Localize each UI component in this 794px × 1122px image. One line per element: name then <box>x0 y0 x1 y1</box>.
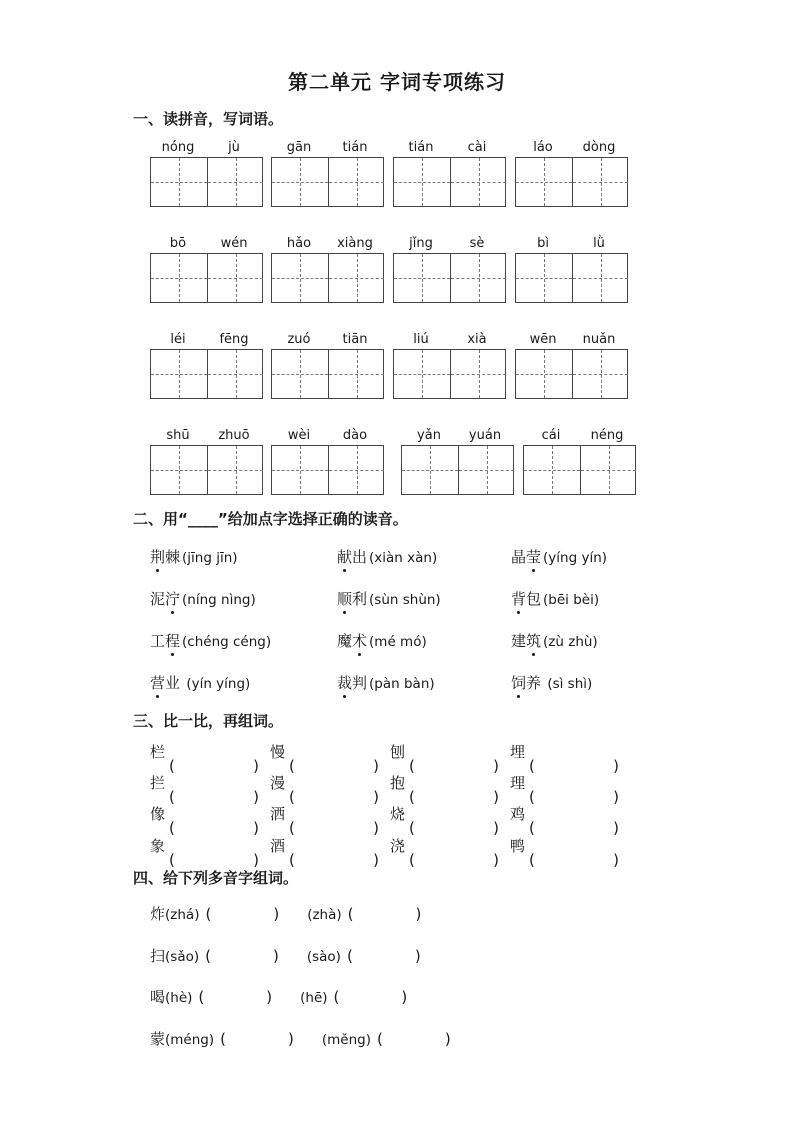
compare-item <box>510 772 620 806</box>
pinyin-options[interactable]: (bēi bèi) <box>543 592 600 608</box>
close-paren: ) <box>613 757 620 775</box>
guide-line-horizontal <box>516 182 572 183</box>
answer-blank-close[interactable]: ) <box>273 905 280 923</box>
pinyin-label: cái <box>541 428 561 443</box>
pinyin-label: zhuō <box>218 428 250 443</box>
tianzige-cell[interactable] <box>272 254 328 302</box>
pinyin-options[interactable]: (xiàn xàn) <box>369 550 438 566</box>
pronunciation-item <box>337 672 435 693</box>
close-paren: ) <box>493 757 500 775</box>
pinyin-reading: (sǎo) <box>165 949 200 965</box>
answer-blank-open[interactable]: ( <box>333 988 340 1006</box>
open-paren: ( <box>289 819 295 837</box>
compare-char: 刨 <box>390 743 406 761</box>
writing-box[interactable] <box>515 157 628 207</box>
guide-line-horizontal <box>151 182 207 183</box>
dotted-char: 荆 <box>150 548 166 566</box>
close-paren: ) <box>493 851 500 869</box>
guide-line-horizontal <box>516 374 572 375</box>
tianzige-cell[interactable] <box>207 446 263 494</box>
guide-line-horizontal <box>394 278 450 279</box>
open-paren: ( <box>169 819 175 837</box>
writing-box[interactable] <box>150 253 263 303</box>
close-paren: ) <box>613 819 620 837</box>
pinyin-label: nóng <box>161 140 195 155</box>
pinyin-label: nuǎn <box>582 332 616 347</box>
section2-heading: 二、用“____”给加点字选择正确的读音。 <box>133 510 408 528</box>
tianzige-cell[interactable] <box>207 350 263 398</box>
polyphonic-item <box>150 945 421 966</box>
pinyin-label: fēng <box>219 332 249 347</box>
tianzige-cell[interactable] <box>572 158 628 206</box>
section1-heading: 一、读拼音，写词语。 <box>133 110 284 128</box>
section4-heading: 四、给下列多音字组词。 <box>133 869 299 887</box>
pronunciation-item <box>150 546 238 567</box>
tianzige-cell[interactable] <box>207 158 263 206</box>
guide-line-horizontal <box>451 374 506 375</box>
guide-line-horizontal <box>329 182 384 183</box>
pinyin-options[interactable]: (yíng yín) <box>543 550 608 566</box>
guide-line-horizontal <box>394 182 450 183</box>
word-char: 利 <box>352 590 368 608</box>
open-paren: ( <box>409 819 415 837</box>
compare-item <box>390 803 500 837</box>
tianzige-cell[interactable] <box>450 254 506 302</box>
close-paren: ) <box>253 788 260 806</box>
pinyin-label: cài <box>467 140 487 155</box>
guide-line-horizontal <box>524 470 580 471</box>
guide-line-horizontal <box>208 182 263 183</box>
answer-blank-open[interactable]: ( <box>205 947 211 965</box>
answer-blank-open[interactable]: ( <box>198 988 205 1006</box>
writing-box[interactable] <box>150 445 263 495</box>
guide-line-horizontal <box>151 374 207 375</box>
pinyin-label: xià <box>467 332 487 347</box>
tianzige-cell[interactable] <box>516 254 572 302</box>
answer-blank-close[interactable]: ) <box>401 988 408 1006</box>
pinyin-options[interactable]: (zù zhù) <box>543 634 598 650</box>
tianzige-cell[interactable] <box>572 254 628 302</box>
guide-line-horizontal <box>272 470 328 471</box>
compare-item <box>270 835 380 869</box>
close-paren: ) <box>493 819 500 837</box>
tianzige-cell[interactable] <box>394 158 450 206</box>
pinyin-reading: (zhá) <box>165 907 200 923</box>
compare-char: 酒 <box>270 837 286 855</box>
close-paren: ) <box>373 819 380 837</box>
compare-item <box>270 772 380 806</box>
close-paren: ) <box>613 788 620 806</box>
answer-blank-open[interactable]: ( <box>346 947 353 965</box>
word-char: 泥 <box>150 590 166 608</box>
guide-line-horizontal <box>581 470 636 471</box>
guide-line-horizontal <box>573 374 628 375</box>
close-paren: ) <box>253 851 260 869</box>
pinyin-label: wén <box>220 236 248 251</box>
word-char: 工 <box>150 632 166 650</box>
guide-line-horizontal <box>208 374 263 375</box>
guide-line-horizontal <box>151 470 207 471</box>
pronunciation-item <box>150 672 250 693</box>
dotted-char: 背 <box>511 590 527 608</box>
polyphonic-char: 炸 <box>150 905 166 923</box>
pinyin-label: bì <box>537 236 549 251</box>
compare-item <box>150 835 260 869</box>
pinyin-label: láo <box>533 140 553 155</box>
close-paren: ) <box>253 819 260 837</box>
pinyin-options[interactable]: (pàn bàn) <box>369 676 435 692</box>
section3-heading: 三、比一比，再组词。 <box>133 712 284 730</box>
answer-blank-close[interactable]: ) <box>272 947 279 965</box>
tianzige-cell[interactable] <box>272 158 328 206</box>
pinyin-label: dòng <box>582 140 616 155</box>
pinyin-reading: (měng) <box>321 1032 371 1048</box>
tianzige-cell[interactable] <box>450 350 506 398</box>
dotted-char: 营 <box>150 674 166 692</box>
word-char: 养 <box>526 674 542 692</box>
open-paren: ( <box>529 788 535 806</box>
guide-line-horizontal <box>208 470 263 471</box>
tianzige-cell[interactable] <box>450 158 506 206</box>
writing-box[interactable] <box>393 253 506 303</box>
tianzige-cell[interactable] <box>151 350 207 398</box>
open-paren: ( <box>409 851 415 869</box>
compare-char: 洒 <box>270 805 286 823</box>
tianzige-cell[interactable] <box>394 254 450 302</box>
writing-box[interactable] <box>150 157 263 207</box>
pinyin-reading: (hè) <box>165 990 193 1006</box>
open-paren: ( <box>409 788 415 806</box>
polyphonic-char: 蒙 <box>150 1030 166 1048</box>
pinyin-label: liú <box>413 332 429 347</box>
compare-char: 抱 <box>390 774 406 792</box>
compare-item <box>390 772 500 806</box>
pinyin-label: jù <box>228 140 240 155</box>
compare-char: 埋 <box>510 743 526 761</box>
compare-char: 理 <box>510 774 526 792</box>
pronunciation-item <box>511 588 599 609</box>
open-paren: ( <box>529 819 535 837</box>
open-paren: ( <box>529 757 535 775</box>
pinyin-label: néng <box>590 428 624 443</box>
open-paren: ( <box>289 788 295 806</box>
open-paren: ( <box>169 757 175 775</box>
guide-line-horizontal <box>208 278 263 279</box>
guide-line-horizontal <box>451 182 506 183</box>
guide-line-horizontal <box>394 374 450 375</box>
compare-char: 鸡 <box>510 805 526 823</box>
polyphonic-char: 喝 <box>150 988 166 1006</box>
word-char: 判 <box>352 674 368 692</box>
close-paren: ) <box>493 788 500 806</box>
open-paren: ( <box>169 788 175 806</box>
pinyin-label: bō <box>169 236 187 251</box>
pinyin-label: sè <box>469 236 485 251</box>
pinyin-options[interactable]: (níng nìng) <box>182 592 256 608</box>
tianzige-cell[interactable] <box>328 254 384 302</box>
tianzige-cell[interactable] <box>458 446 514 494</box>
tianzige-cell[interactable] <box>328 350 384 398</box>
word-char: 魔 <box>337 632 353 650</box>
tianzige-cell[interactable] <box>572 350 628 398</box>
pronunciation-item <box>511 630 598 651</box>
close-paren: ) <box>373 757 380 775</box>
answer-blank-close[interactable]: ) <box>266 988 273 1006</box>
tianzige-cell[interactable] <box>272 350 328 398</box>
pronunciation-item <box>150 588 256 609</box>
close-paren: ) <box>613 851 620 869</box>
tianzige-cell[interactable] <box>516 158 572 206</box>
word-char: 业 <box>165 674 181 692</box>
pinyin-label: jǐng <box>409 236 433 251</box>
answer-blank-open[interactable]: ( <box>376 1030 383 1048</box>
pronunciation-item <box>511 672 592 693</box>
writing-box[interactable] <box>271 445 384 495</box>
pinyin-label: lǜ <box>593 236 605 251</box>
tianzige-cell[interactable] <box>402 446 458 494</box>
polyphonic-item <box>150 986 407 1007</box>
pinyin-label: yǎn <box>417 428 441 443</box>
compare-item <box>510 803 620 837</box>
tianzige-cell[interactable] <box>524 446 580 494</box>
pinyin-label: tiān <box>342 332 368 347</box>
guide-line-horizontal <box>573 182 628 183</box>
polyphonic-char: 扫 <box>150 947 166 965</box>
pinyin-label: tián <box>408 140 434 155</box>
writing-box[interactable] <box>515 253 628 303</box>
pinyin-options[interactable]: (jīng jīn) <box>182 550 238 566</box>
pronunciation-item <box>337 588 441 609</box>
open-paren: ( <box>409 757 415 775</box>
compare-char: 拦 <box>150 774 166 792</box>
pronunciation-item <box>337 546 437 567</box>
compare-char: 烧 <box>390 805 406 823</box>
compare-char: 鸭 <box>510 837 526 855</box>
tianzige-cell[interactable] <box>272 446 328 494</box>
pinyin-label: léi <box>170 332 186 347</box>
open-paren: ( <box>289 851 295 869</box>
tianzige-cell[interactable] <box>151 158 207 206</box>
guide-line-horizontal <box>272 182 328 183</box>
dotted-char: 莹 <box>526 548 542 566</box>
compare-char: 像 <box>150 805 166 823</box>
pinyin-label: tián <box>342 140 368 155</box>
writing-box[interactable] <box>271 253 384 303</box>
guide-line-horizontal <box>329 374 384 375</box>
dotted-char: 筑 <box>526 632 542 650</box>
compare-item <box>270 741 380 775</box>
pinyin-options[interactable]: (sùn shùn) <box>369 592 441 608</box>
writing-box[interactable] <box>393 157 506 207</box>
writing-box[interactable] <box>401 445 514 495</box>
answer-blank-open[interactable]: ( <box>205 905 212 923</box>
guide-line-horizontal <box>329 470 384 471</box>
guide-line-horizontal <box>329 278 384 279</box>
compare-item <box>390 835 500 869</box>
word-char: 棘 <box>165 548 181 566</box>
dotted-char: 献 <box>337 548 353 566</box>
polyphonic-item <box>150 1028 451 1049</box>
open-paren: ( <box>169 851 175 869</box>
pinyin-options[interactable]: (mé mó) <box>369 634 427 650</box>
guide-line-horizontal <box>459 470 514 471</box>
writing-box[interactable] <box>150 349 263 399</box>
writing-box[interactable] <box>515 349 628 399</box>
compare-char: 慢 <box>270 743 286 761</box>
compare-char: 漫 <box>270 774 286 792</box>
pronunciation-item <box>511 546 607 567</box>
tianzige-cell[interactable] <box>328 158 384 206</box>
pronunciation-item <box>337 630 427 651</box>
pinyin-reading: (zhà) <box>307 907 342 923</box>
compare-item <box>270 803 380 837</box>
dotted-char: 饲 <box>511 674 527 692</box>
pinyin-label: yuán <box>468 428 502 443</box>
tianzige-cell[interactable] <box>394 350 450 398</box>
pinyin-reading: (sào) <box>306 949 341 965</box>
page-title: 第二单元 字词专项练习 <box>288 70 506 94</box>
pinyin-label: zuó <box>287 332 311 347</box>
compare-char: 浇 <box>390 837 406 855</box>
guide-line-horizontal <box>272 278 328 279</box>
answer-blank-open[interactable]: ( <box>220 1030 226 1048</box>
pinyin-reading: (hē) <box>300 990 328 1006</box>
pronunciation-item <box>150 630 271 651</box>
pinyin-options[interactable]: (sì shì) <box>543 676 593 692</box>
close-paren: ) <box>253 757 260 775</box>
word-char: 建 <box>511 632 527 650</box>
pinyin-label: hǎo <box>286 236 312 251</box>
answer-blank-close[interactable]: ) <box>415 905 422 923</box>
compare-item <box>390 741 500 775</box>
guide-line-horizontal <box>402 470 458 471</box>
dotted-char: 顺 <box>337 590 353 608</box>
compare-item <box>150 741 260 775</box>
pinyin-label: wèi <box>287 428 311 443</box>
tianzige-cell[interactable] <box>516 350 572 398</box>
guide-line-horizontal <box>272 374 328 375</box>
tianzige-cell[interactable] <box>328 446 384 494</box>
pinyin-label: wēn <box>529 332 557 347</box>
pinyin-options[interactable]: (yín yíng) <box>182 676 251 692</box>
compare-item <box>150 772 260 806</box>
polyphonic-item <box>150 903 421 924</box>
writing-box[interactable] <box>271 349 384 399</box>
tianzige-cell[interactable] <box>151 446 207 494</box>
tianzige-cell[interactable] <box>580 446 636 494</box>
compare-item <box>510 835 620 869</box>
pinyin-label: gān <box>286 140 312 155</box>
writing-box[interactable] <box>393 349 506 399</box>
answer-blank-close[interactable]: ) <box>414 947 421 965</box>
writing-box[interactable] <box>271 157 384 207</box>
answer-blank-close[interactable]: ) <box>444 1030 451 1048</box>
tianzige-cell[interactable] <box>207 254 263 302</box>
guide-line-horizontal <box>151 278 207 279</box>
dotted-char: 程 <box>165 632 181 650</box>
open-paren: ( <box>289 757 295 775</box>
writing-box[interactable] <box>523 445 636 495</box>
compare-item <box>150 803 260 837</box>
guide-line-horizontal <box>516 278 572 279</box>
pinyin-options[interactable]: (chéng céng) <box>182 634 272 650</box>
pinyin-label: shū <box>166 428 190 443</box>
dotted-char: 泞 <box>165 590 181 608</box>
close-paren: ) <box>373 851 380 869</box>
close-paren: ) <box>373 788 380 806</box>
compare-item <box>510 741 620 775</box>
guide-line-horizontal <box>451 278 506 279</box>
word-char: 晶 <box>511 548 527 566</box>
dotted-char: 裁 <box>337 674 353 692</box>
answer-blank-close[interactable]: ) <box>288 1030 294 1048</box>
compare-char: 象 <box>150 837 166 855</box>
guide-line-horizontal <box>573 278 628 279</box>
answer-blank-open[interactable]: ( <box>347 905 354 923</box>
open-paren: ( <box>529 851 535 869</box>
dotted-char: 术 <box>352 632 368 650</box>
tianzige-cell[interactable] <box>151 254 207 302</box>
pinyin-label: dào <box>342 428 368 443</box>
word-char: 包 <box>526 590 542 608</box>
pinyin-label: xiàng <box>337 236 373 251</box>
compare-char: 栏 <box>150 743 166 761</box>
pinyin-reading: (méng) <box>165 1032 215 1048</box>
word-char: 出 <box>352 548 368 566</box>
